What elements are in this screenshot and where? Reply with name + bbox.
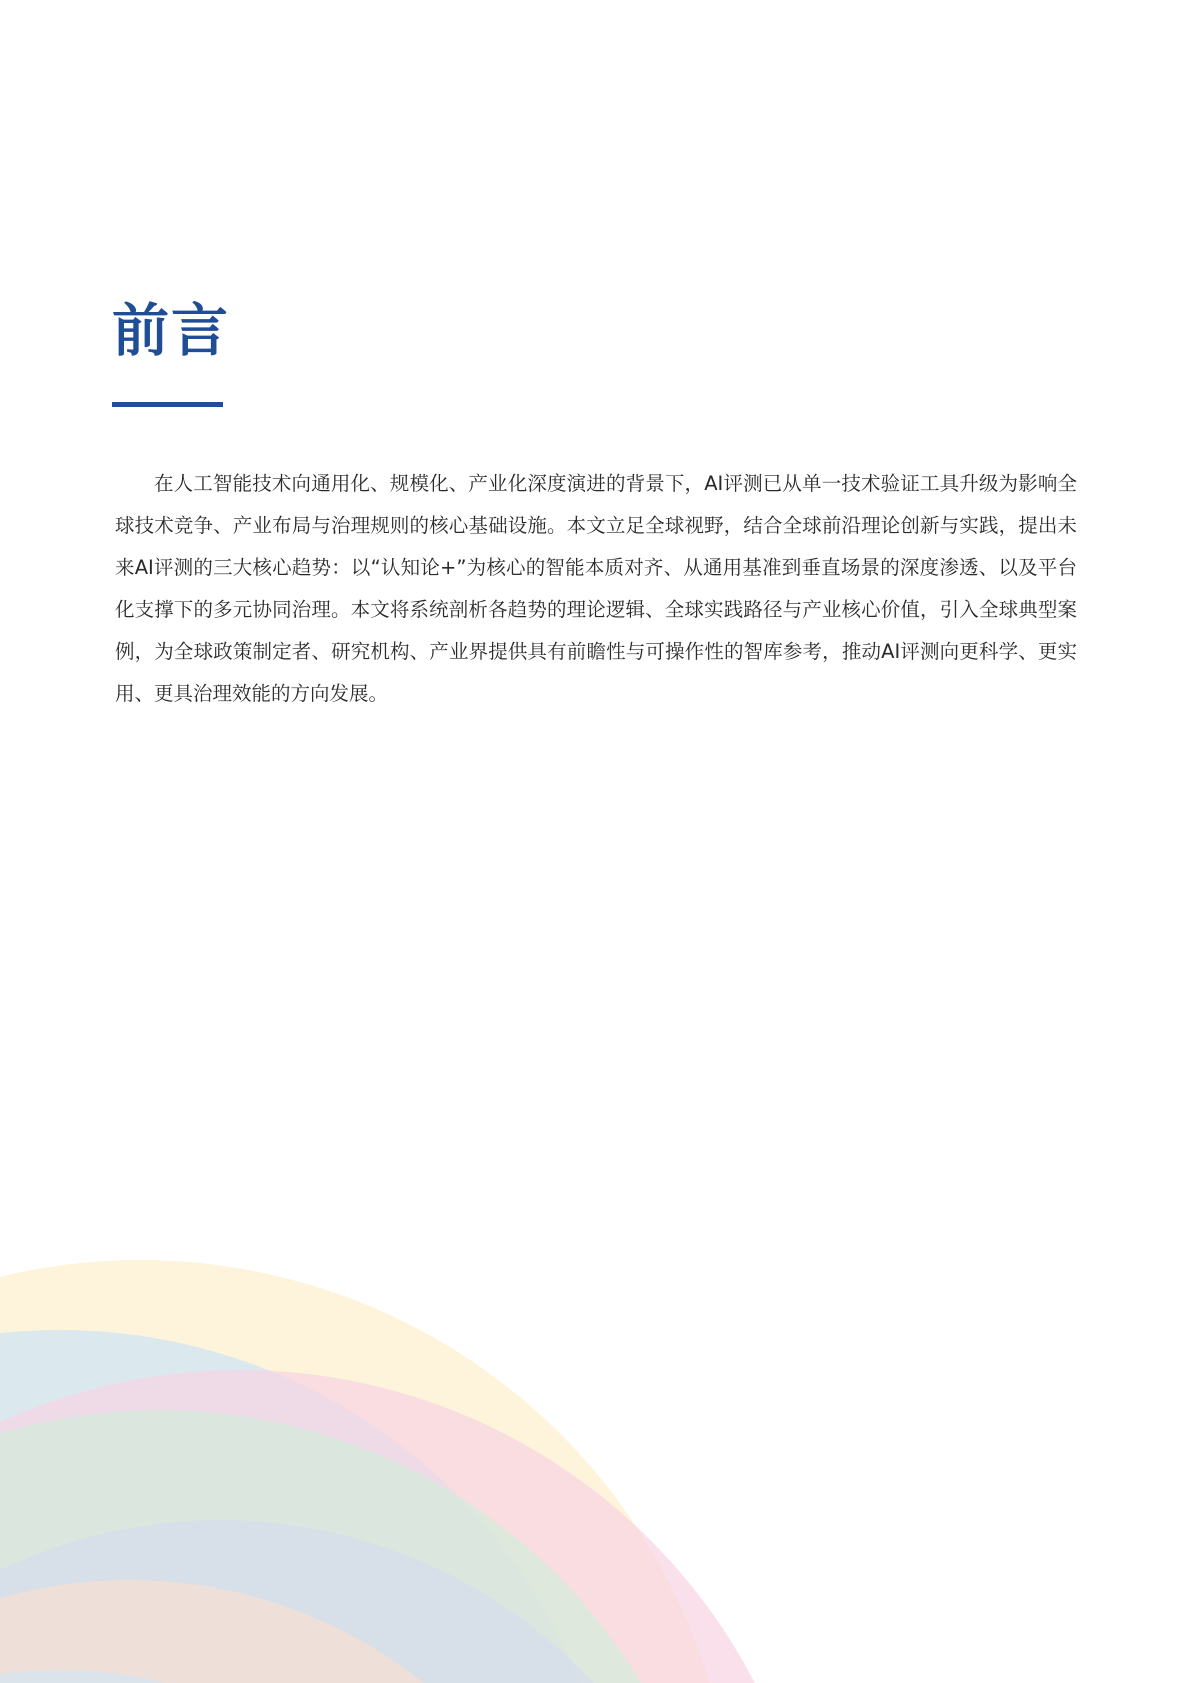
page-title: 前言 [112,298,230,364]
decorative-arcs-graphic [0,1150,800,1683]
title-underline [112,402,223,407]
decorative-arcs [0,1150,800,1683]
preface-paragraph: 在人工智能技术向通用化、规模化、产业化深度演进的背景下，AI评测已从单一技术验证工具升级为影响全球技术竞争、产业布局与治理规则的核心基础设施。本文立足全球视野，结合全球前沿理论创新与实践，提出未来AI评测的三大核心趋势：以“认知论+”为核心的智能本质对齐、从通用基准到垂直场景的深度渗透、以及平台化支撑下的多元协同治理。本文将系统剖析各趋势的理论逻辑、全球实践路径与产业核心价值，引入全球典型案例，为全球政策制定者、研究机构、产业界提供具有前瞻性与可操作性的智库参考，推动AI评测向更科学、更实用、更具治理效能的方向发展。 [115,472,1077,705]
